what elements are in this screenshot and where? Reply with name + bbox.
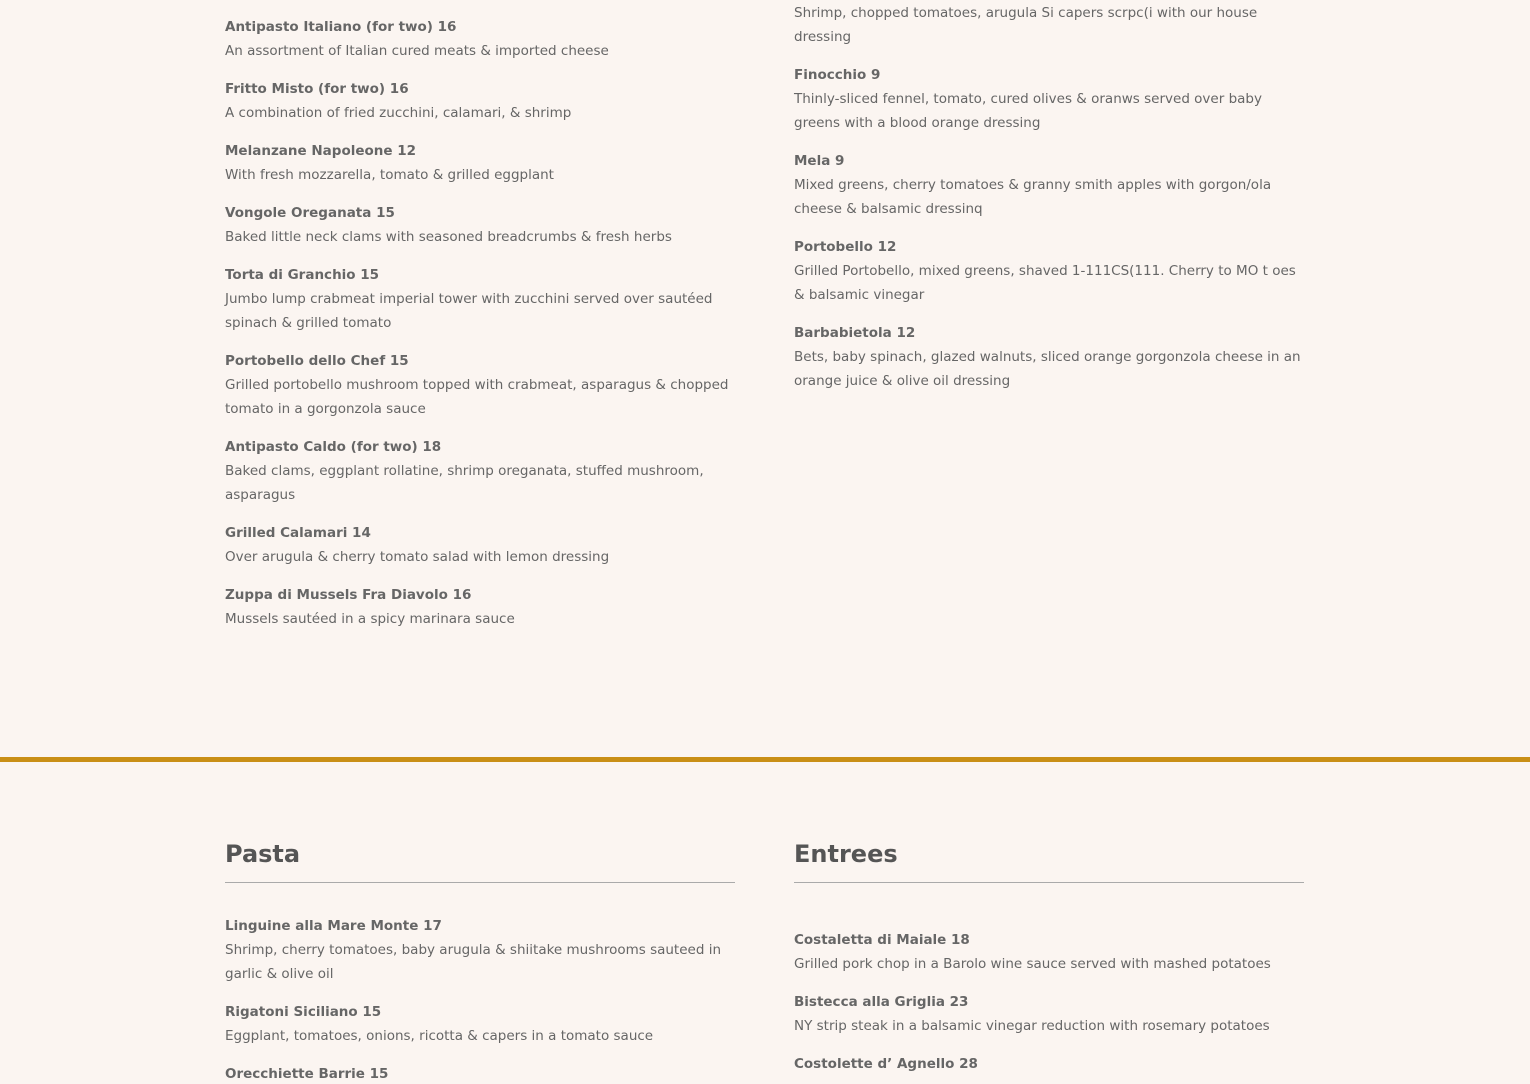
pasta-section-header bbox=[225, 839, 735, 883]
item-description: NY strip steak in a balsamic vinegar reduction with rosemary potatoes bbox=[794, 1018, 1270, 1034]
item-name: Costaletta di Maiale 18 bbox=[794, 932, 970, 948]
menu-item bbox=[225, 349, 735, 421]
menu-item bbox=[225, 1062, 735, 1084]
menu-item bbox=[794, 63, 1304, 135]
entrees-column bbox=[794, 928, 1304, 1084]
item-name: Rigatoni Siciliano 15 bbox=[225, 1004, 382, 1020]
menu-item bbox=[794, 990, 1304, 1038]
menu-item bbox=[225, 263, 735, 335]
item-description: Thinly-sliced fennel, tomato, cured olives & oranws served over baby greens with a blood orange dressing bbox=[794, 91, 1262, 131]
item-description: Bets, baby spinach, glazed walnuts, sliced orange gorgonzola cheese in an orange juice & olive oil dressing bbox=[794, 349, 1301, 389]
item-description: Baked little neck clams with seasoned breadcrumbs & fresh herbs bbox=[225, 229, 672, 245]
menu-item bbox=[794, 149, 1304, 221]
item-name: Linguine alla Mare Monte 17 bbox=[225, 918, 442, 934]
section-title: Pasta bbox=[225, 839, 735, 883]
menu-item bbox=[794, 1, 1304, 49]
item-description: Shrimp, chopped tomatoes, arugula Si capers scrpc(i with our house dressing bbox=[794, 5, 1258, 45]
entrees-section-header bbox=[794, 839, 1304, 883]
item-name: Antipasto Caldo (for two) 18 bbox=[225, 439, 442, 455]
section-divider bbox=[0, 757, 1530, 762]
item-name: Fritto Misto (for two) 16 bbox=[225, 81, 409, 97]
item-description: Grilled portobello mushroom topped with crabmeat, asparagus & chopped tomato in a gorgonzola sauce bbox=[225, 377, 729, 417]
menu-item bbox=[225, 1000, 735, 1048]
menu-item bbox=[794, 321, 1304, 393]
item-name: Finocchio 9 bbox=[794, 67, 881, 83]
menu-item bbox=[225, 77, 735, 125]
item-description: Jumbo lump crabmeat imperial tower with zucchini served over sautéed spinach & grilled tomato bbox=[225, 291, 713, 331]
item-name: Portobello dello Chef 15 bbox=[225, 353, 409, 369]
item-name: Orecchiette Barrie 15 bbox=[225, 1066, 389, 1082]
menu-item bbox=[225, 583, 735, 631]
item-description: Mixed greens, cherry tomatoes & granny smith apples with gorgon/ola cheese & balsamic dressinq bbox=[794, 177, 1272, 217]
menu-item bbox=[225, 139, 735, 187]
item-name: Mela 9 bbox=[794, 153, 845, 169]
item-description: A combination of fried zucchini, calamari, & shrimp bbox=[225, 105, 572, 121]
item-name: Grilled Calamari 14 bbox=[225, 525, 371, 541]
appetizers-column bbox=[225, 15, 735, 645]
item-description: Over arugula & cherry tomato salad with lemon dressing bbox=[225, 549, 610, 565]
item-name: Bistecca alla Griglia 23 bbox=[794, 994, 969, 1010]
item-name: Melanzane Napoleone 12 bbox=[225, 143, 417, 159]
item-description: Grilled Portobello, mixed greens, shaved 1-111CS(111. Cherry to MO t oes & balsamic vinegar bbox=[794, 263, 1296, 303]
item-name: Portobello 12 bbox=[794, 239, 897, 255]
menu-item bbox=[225, 201, 735, 249]
item-name: Antipasto Italiano (for two) 16 bbox=[225, 19, 457, 35]
item-name: Vongole Oreganata 15 bbox=[225, 205, 395, 221]
menu-item bbox=[225, 914, 735, 986]
section-title: Entrees bbox=[794, 839, 1304, 883]
item-name: Barbabietola 12 bbox=[794, 325, 916, 341]
item-description: Grilled pork chop in a Barolo wine sauce served with mashed potatoes bbox=[794, 956, 1271, 972]
menu-item bbox=[794, 1052, 1304, 1076]
item-description: With fresh mozzarella, tomato & grilled eggplant bbox=[225, 167, 554, 183]
item-description: Mussels sautéed in a spicy marinara sauce bbox=[225, 611, 515, 627]
menu-item bbox=[794, 928, 1304, 976]
item-description: Baked clams, eggplant rollatine, shrimp oreganata, stuffed mushroom, asparagus bbox=[225, 463, 704, 503]
item-description: Shrimp, cherry tomatoes, baby arugula & shiitake mushrooms sauteed in garlic & olive oil bbox=[225, 942, 722, 982]
item-description: Eggplant, tomatoes, onions, ricotta & capers in a tomato sauce bbox=[225, 1028, 654, 1044]
menu-item bbox=[794, 235, 1304, 307]
menu-item bbox=[225, 15, 735, 63]
item-name: Torta di Granchio 15 bbox=[225, 267, 380, 283]
pasta-column bbox=[225, 914, 735, 1084]
salads-column bbox=[794, 1, 1304, 407]
item-description: An assortment of Italian cured meats & imported cheese bbox=[225, 43, 609, 59]
item-name: Costolette d’ Agnello 28 bbox=[794, 1056, 978, 1072]
menu-item bbox=[225, 521, 735, 569]
item-name: Zuppa di Mussels Fra Diavolo 16 bbox=[225, 587, 472, 603]
menu-item bbox=[225, 435, 735, 507]
